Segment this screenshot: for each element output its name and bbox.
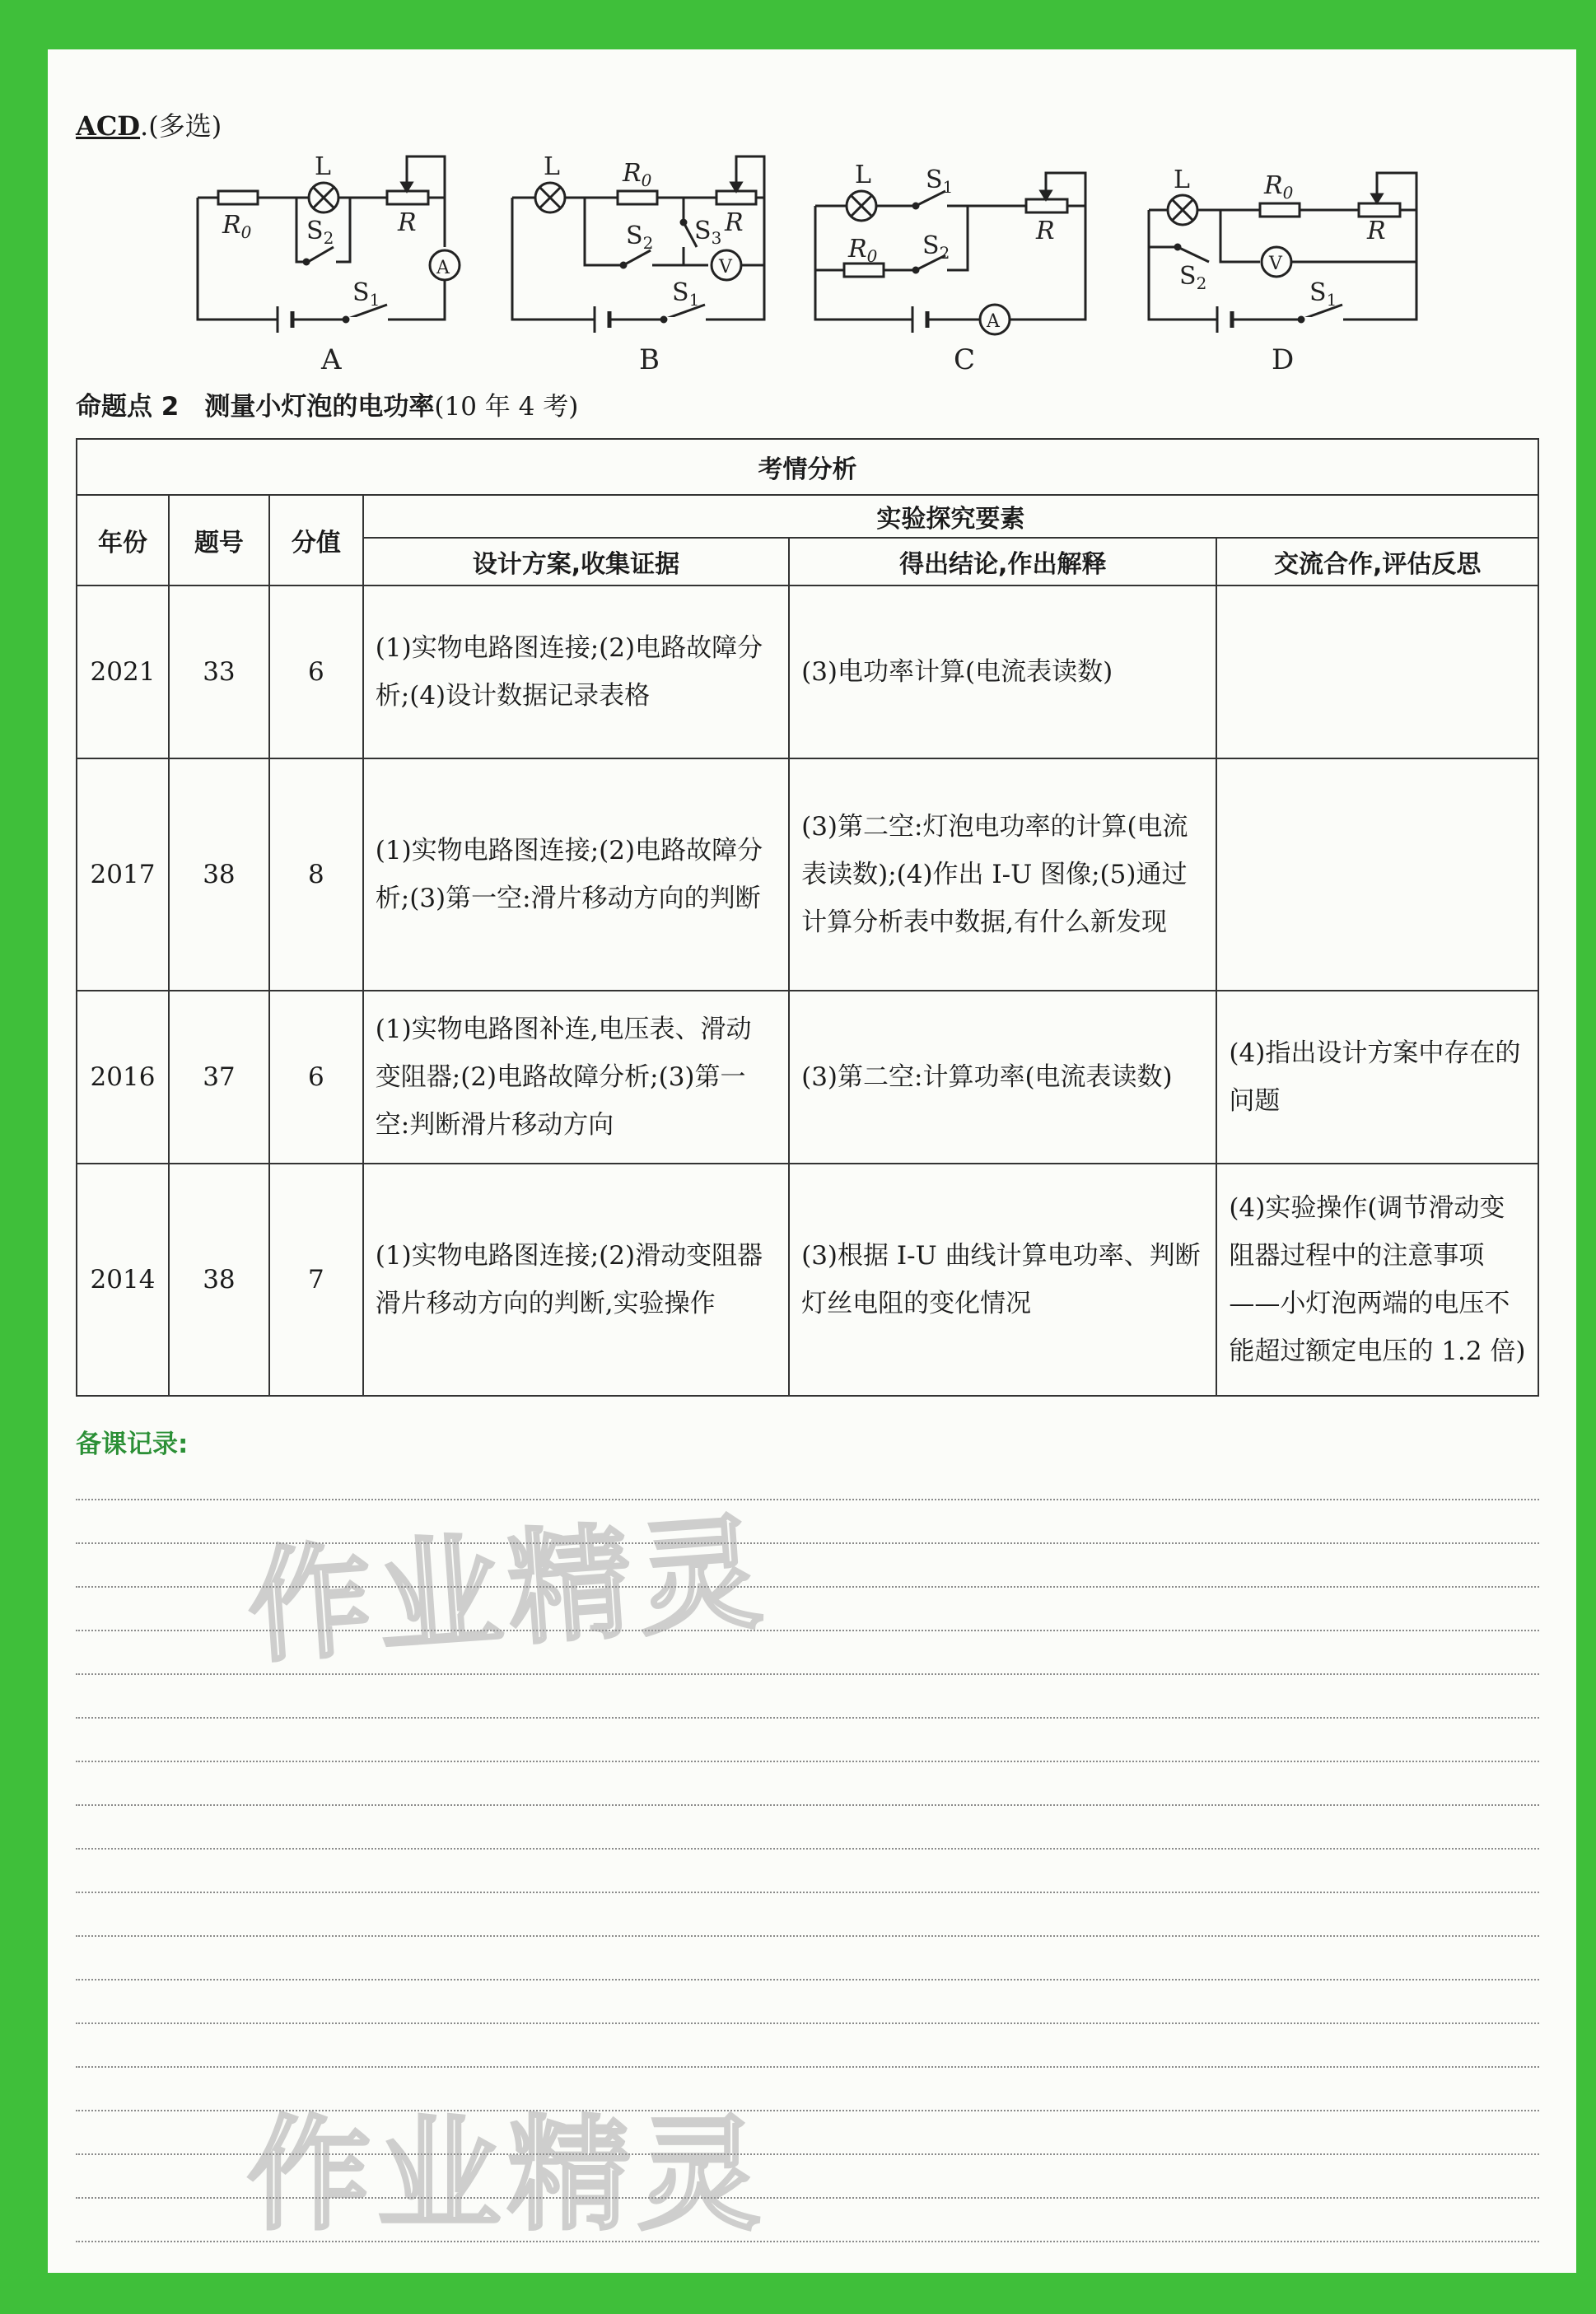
notes-line bbox=[76, 1979, 1539, 1980]
circuit-c-label: C bbox=[954, 343, 976, 376]
svg-text:A: A bbox=[987, 311, 1000, 332]
circuit-diagrams bbox=[0, 0, 1596, 387]
svg-text:S2: $S_2$ bbox=[306, 217, 334, 248]
header-year: 年份 bbox=[77, 495, 169, 585]
cell-col3: (4)实验操作(调节滑动变阻器过程中的注意事项——小灯泡两端的电压不能超过额定电压的 1.2 倍) bbox=[1216, 1164, 1538, 1396]
svg-text:L: L bbox=[544, 152, 560, 181]
cell-col3 bbox=[1216, 585, 1538, 758]
header-col1: 设计方案,收集证据 bbox=[363, 538, 789, 585]
cell-score: 6 bbox=[269, 585, 363, 758]
cell-year: 2017 bbox=[77, 758, 169, 991]
table-row bbox=[77, 1164, 1538, 1396]
notes-line bbox=[76, 1804, 1539, 1806]
table-header-row bbox=[77, 495, 1538, 538]
svg-text:L: L bbox=[855, 161, 871, 189]
exam-analysis-table bbox=[76, 438, 1539, 1397]
cell-question: 38 bbox=[169, 758, 269, 991]
cell-col2: (3)第二空:计算功率(电流表读数) bbox=[789, 991, 1216, 1164]
cell-year: 2016 bbox=[77, 991, 169, 1164]
table-row bbox=[77, 585, 1538, 758]
svg-text:S1: $S_1$ bbox=[1309, 278, 1337, 310]
svg-text:R0: $R_0$ bbox=[623, 159, 652, 190]
cell-col2: (3)电功率计算(电流表读数) bbox=[789, 585, 1216, 758]
watermark-logo: 作业精灵 bbox=[247, 2104, 768, 2247]
table-row bbox=[77, 991, 1538, 1164]
svg-text:A: A bbox=[436, 258, 450, 278]
table-caption: 考情分析 bbox=[77, 439, 1538, 495]
section-count: (10 年 4 考) bbox=[434, 392, 579, 422]
notes-line bbox=[76, 1935, 1539, 1937]
header-score: 分值 bbox=[269, 495, 363, 585]
svg-text:R: R bbox=[1036, 217, 1055, 245]
notes-line bbox=[76, 1848, 1539, 1850]
notes-line bbox=[76, 2066, 1539, 2068]
table-caption-row bbox=[77, 439, 1538, 495]
svg-text:S1: $S_1$ bbox=[926, 166, 954, 197]
svg-text:V: V bbox=[1269, 254, 1282, 274]
header-group: 实验探究要素 bbox=[363, 495, 1538, 538]
cell-col1: (1)实物电路图连接;(2)电路故障分析;(4)设计数据记录表格 bbox=[363, 585, 789, 758]
header-question: 题号 bbox=[169, 495, 269, 585]
svg-text:L: L bbox=[315, 152, 331, 181]
svg-text:S1: $S_1$ bbox=[672, 278, 700, 310]
svg-text:V: V bbox=[719, 257, 732, 278]
cell-score: 6 bbox=[269, 991, 363, 1164]
cell-col2: (3)第二空:灯泡电功率的计算(电流表读数);(4)作出 I-U 图像;(5)通过计算分析表中数据,有什么新发现 bbox=[789, 758, 1216, 991]
svg-text:S3: $S_3$ bbox=[694, 217, 722, 248]
notes-line bbox=[76, 1892, 1539, 1893]
cell-year: 2014 bbox=[77, 1164, 169, 1396]
cell-col1: (1)实物电路图连接;(2)滑动变阻器滑片移动方向的判断,实验操作 bbox=[363, 1164, 789, 1396]
answer-letters: ACD bbox=[76, 110, 141, 142]
notes-line bbox=[76, 2022, 1539, 2024]
svg-text:S2: $S_2$ bbox=[922, 231, 950, 263]
svg-text:R0: $R_0$ bbox=[222, 211, 252, 242]
svg-text:S1: $S_1$ bbox=[352, 278, 380, 310]
svg-text:R: R bbox=[1367, 217, 1386, 245]
svg-text:R0: $R_0$ bbox=[848, 235, 878, 266]
notes-line bbox=[76, 1717, 1539, 1719]
cell-col3 bbox=[1216, 758, 1538, 991]
svg-text:S2: $S_2$ bbox=[1179, 262, 1207, 293]
notes-line bbox=[76, 1499, 1539, 1500]
cell-question: 37 bbox=[169, 991, 269, 1164]
cell-question: 38 bbox=[169, 1164, 269, 1396]
circuit-d-label: D bbox=[1272, 343, 1295, 376]
svg-text:S2: $S_2$ bbox=[626, 222, 654, 253]
cell-col1: (1)实物电路图补连,电压表、滑动变阻器;(2)电路故障分析;(3)第一空:判断滑片移动方向 bbox=[363, 991, 789, 1164]
cell-question: 33 bbox=[169, 585, 269, 758]
cell-col2: (3)根据 I-U 曲线计算电功率、判断灯丝电阻的变化情况 bbox=[789, 1164, 1216, 1396]
watermark-logo: 作业精灵 bbox=[243, 1501, 773, 1681]
cell-score: 8 bbox=[269, 758, 363, 991]
section-title-text: 命题点 2 测量小灯泡的电功率 bbox=[76, 392, 435, 422]
header-col3: 交流合作,评估反思 bbox=[1216, 538, 1538, 585]
table-row bbox=[77, 758, 1538, 991]
cell-score: 7 bbox=[269, 1164, 363, 1396]
cell-col3: (4)指出设计方案中存在的问题 bbox=[1216, 991, 1538, 1164]
section-title bbox=[76, 385, 578, 422]
cell-year: 2021 bbox=[77, 585, 169, 758]
circuit-a-label: A bbox=[321, 343, 342, 376]
header-col2: 得出结论,作出解释 bbox=[789, 538, 1216, 585]
svg-text:R: R bbox=[725, 208, 744, 237]
svg-text:R0: $R_0$ bbox=[1264, 171, 1294, 203]
circuit-b-label: B bbox=[639, 343, 660, 376]
svg-text:L: L bbox=[1174, 166, 1190, 194]
notes-line bbox=[76, 1761, 1539, 1762]
answer-note: .(多选) bbox=[140, 110, 222, 142]
svg-text:R: R bbox=[398, 208, 417, 237]
notes-label: 备课记录: bbox=[76, 1430, 189, 1459]
cell-col1: (1)实物电路图连接;(2)电路故障分析;(3)第一空:滑片移动方向的判断 bbox=[363, 758, 789, 991]
